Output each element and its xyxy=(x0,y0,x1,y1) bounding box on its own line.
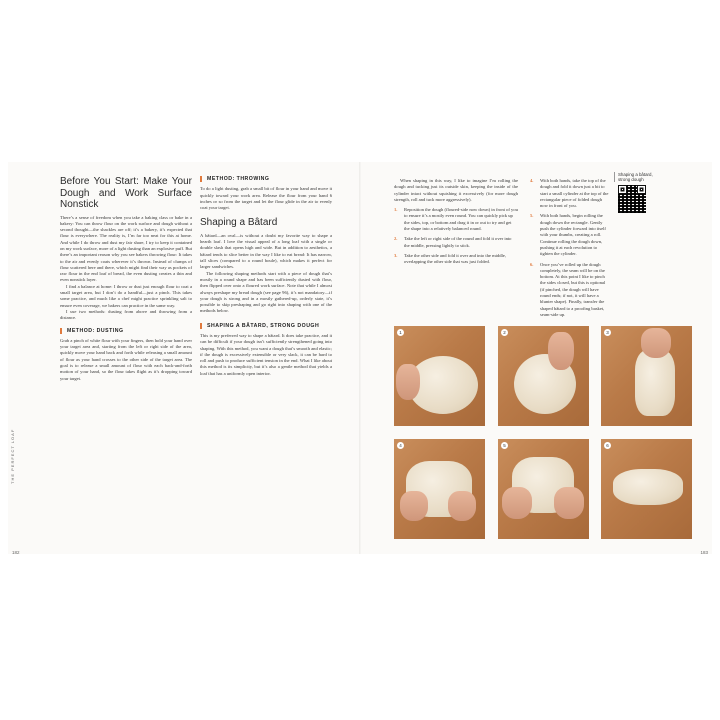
photo-step-4 xyxy=(394,439,485,539)
qr-caption: Shaping a bâtard, strong dough xyxy=(614,172,654,182)
hand-shape xyxy=(548,332,574,370)
step-5-number: 5. xyxy=(530,213,534,219)
running-foot: THE PERFECT LOAF xyxy=(10,428,15,484)
photo-badge-4: 4 xyxy=(397,442,404,449)
right-column-1 xyxy=(394,178,518,270)
strong-dough-heading: SHAPING A BÂTARD, STRONG DOUGH xyxy=(200,323,332,329)
step-3 xyxy=(394,253,518,266)
step-1 xyxy=(394,207,518,232)
shaping-intro-text: When shaping in this way, I like to imagine I’m rolling the dough and tucking just its outside skin, keeping the inside of the cylinder intact without squishing it excessively (for more dough strength, roll and tuck more aggressively). xyxy=(394,178,518,202)
strong-dough-text: This is my preferred way to shape a bâtard. It does take practice, and it can be difficult if your dough isn’t sufficiently strengthened going into shaping. With this method, you want a dough that’s smooth and elastic; if the dough is excessively extensible or very slack, it can be hard to roll and push to produce sufficient tension in the end. What I like about this method is its simplicity, but it’s also a gentle method that yields a loaf that has a uniformly open interior. xyxy=(200,332,332,376)
photo-badge-2: 2 xyxy=(501,329,508,336)
page-number-right: 183 xyxy=(700,550,708,555)
step-2 xyxy=(394,236,518,249)
photo-badge-6: 6 xyxy=(604,442,611,449)
intro-paragraph-3: I use two methods: dusting from above and throwing from a distance. xyxy=(60,308,192,321)
step-2-number: 2. xyxy=(394,236,398,242)
method-throwing-text: To do a light dusting, grab a small bit of flour in your hand and move it quickly toward your work area. Release the flour from your hand 6 inches or so from the target and let the flour glide in the air to evenly coat your target. xyxy=(200,186,332,211)
step-1-text: Reposition the dough (floured-side now down) in front of you to ensure it’s a mostly even round. You can quickly pick up the sides, top, or bottom and drag it in or out to try and get the shape into a relatively balanced round. xyxy=(404,207,518,232)
left-page xyxy=(8,162,360,554)
qr-code-icon[interactable] xyxy=(618,185,646,213)
step-3-text: Take the other side and fold it over and into the middle, overlapping the other side that was just folded. xyxy=(404,252,506,265)
photo-step-1 xyxy=(394,326,485,426)
hand-shape xyxy=(554,487,584,519)
step-3-number: 3. xyxy=(394,252,398,258)
intro-paragraph-2: I find a balance at home: I throw or dust just enough flour to coat a small target area, but I don’t do a handful—just a pinch. This takes some practice, and much like a chef might practice sprinkling salt to ensure even coverage, we bakers can practice in the same way. xyxy=(60,283,192,308)
step-1-number: 1. xyxy=(394,207,398,213)
photo-step-2 xyxy=(498,326,589,426)
hand-shape xyxy=(448,491,476,521)
right-page xyxy=(360,162,712,554)
hand-shape xyxy=(502,487,532,519)
left-column-2 xyxy=(200,176,332,377)
photo-badge-3: 3 xyxy=(604,329,611,336)
steps-list-1 xyxy=(394,207,518,265)
photo-badge-1: 1 xyxy=(397,329,404,336)
intro-paragraph-1: There’s a sense of freedom when you take a baking class or bake in a bakery: You can throw flour on the work surface and dough without a second thought—the shackles are off; it’s a bakery, it’s expected that flour is everywhere. The reality is, I’m far too neat for this at home. And while I do throw and dust my fair share, I try to keep it contained on my work surface, more of a light dusting than an explosive puff. But there’s an important reason why you see bakers throwing flour: It takes to the air and evenly coats wherever it’s thrown. Instead of clumps of flour scattered here and there, which might find their way as pockets of raw flour in the end loaf of bread, the even dusting creates a thin and even nonstick layer. xyxy=(60,214,192,283)
step-6 xyxy=(530,262,610,319)
step-2-text: Take the left or right side of the round and fold it over into the middle, pressing lightly to stick. xyxy=(404,236,512,248)
photo-badge-5: 5 xyxy=(501,442,508,449)
hand-shape xyxy=(400,491,428,521)
qr-block xyxy=(614,172,654,213)
page-number-left: 182 xyxy=(12,550,20,555)
step-4 xyxy=(530,178,610,209)
shaping-paragraph-1: A bâtard—an oval—is without a doubt my favorite way to shape a hearth loaf. I love the visual appeal of a long loaf with a single or double slash that opens high and wide. But in addition to aesthetics, a bâtard tends to slice better in the way I like to eat bread: It has narrow, tall slices (compared to a round boule), which makes it perfect for larger sandwiches. xyxy=(200,232,332,270)
section-title: Before You Start: Make Your Dough and Work Surface Nonstick xyxy=(60,176,192,210)
dough-shape xyxy=(635,350,675,416)
step-6-text: Once you’ve rolled up the dough completely, the seam will be on the bottom. At this point I like to pinch the sides closed, but this is optional (if pinched, the dough will have round ends; if not, it will have a blunter shape). Finally, transfer the shaped bâtard to a proofing basket, seam-side up. xyxy=(540,261,606,317)
dough-shape xyxy=(613,469,683,505)
shaping-title: Shaping a Bâtard xyxy=(200,217,278,229)
step-6-number: 6. xyxy=(530,261,534,267)
photo-step-3 xyxy=(601,326,692,426)
book-spread xyxy=(8,162,712,554)
right-column-2 xyxy=(530,178,610,322)
method-dusting-text: Grab a pinch of white flour with your fingers, then hold your hand over your target area and, starting from the left or right side of the area, quickly move your hand back and forth while releasing a small amount of flour as your hand crosses to the other side of the target area. The goal is to release a small amount of flour with each back-and-forth motion of your hand, so the flour takes flight as it’s dropping toward your target. xyxy=(60,337,192,381)
hand-shape xyxy=(641,328,671,358)
step-4-number: 4. xyxy=(530,178,534,183)
method-throwing-heading: METHOD: THROWING xyxy=(200,176,332,182)
step-5-text: With both hands, begin rolling the dough down the rectangle. Gently push the cylinder forward into itself with your thumbs, creating a roll. Continue rolling the dough down, pushing it at each revolution to tighten the cylinder. xyxy=(540,213,606,257)
shaping-paragraph-2: The following shaping methods start with a piece of dough that’s mostly in a round shape and has been sufficiently dusted with flour, then flipped over onto a floured work surface. Note that while I almost always preshape my bread dough (see page 96), it’s not mandatory—if your dough is strong and in a mostly gathered-up, orderly state, it’s possible to skip preshaping and go right into shaping with one of the methods below. xyxy=(200,270,332,314)
step-4-text: With both hands, take the top of the dough and fold it down just a bit to start a small cylinder at the top of the rectangular piece of folded dough now in front of you. xyxy=(540,178,609,209)
steps-list-2 xyxy=(530,178,610,318)
photo-step-6 xyxy=(601,439,692,539)
method-dusting-heading: METHOD: DUSTING xyxy=(60,328,192,334)
photo-step-5 xyxy=(498,439,589,539)
hand-shape xyxy=(396,364,420,400)
left-column-1 xyxy=(60,176,192,382)
step-5 xyxy=(530,213,610,257)
